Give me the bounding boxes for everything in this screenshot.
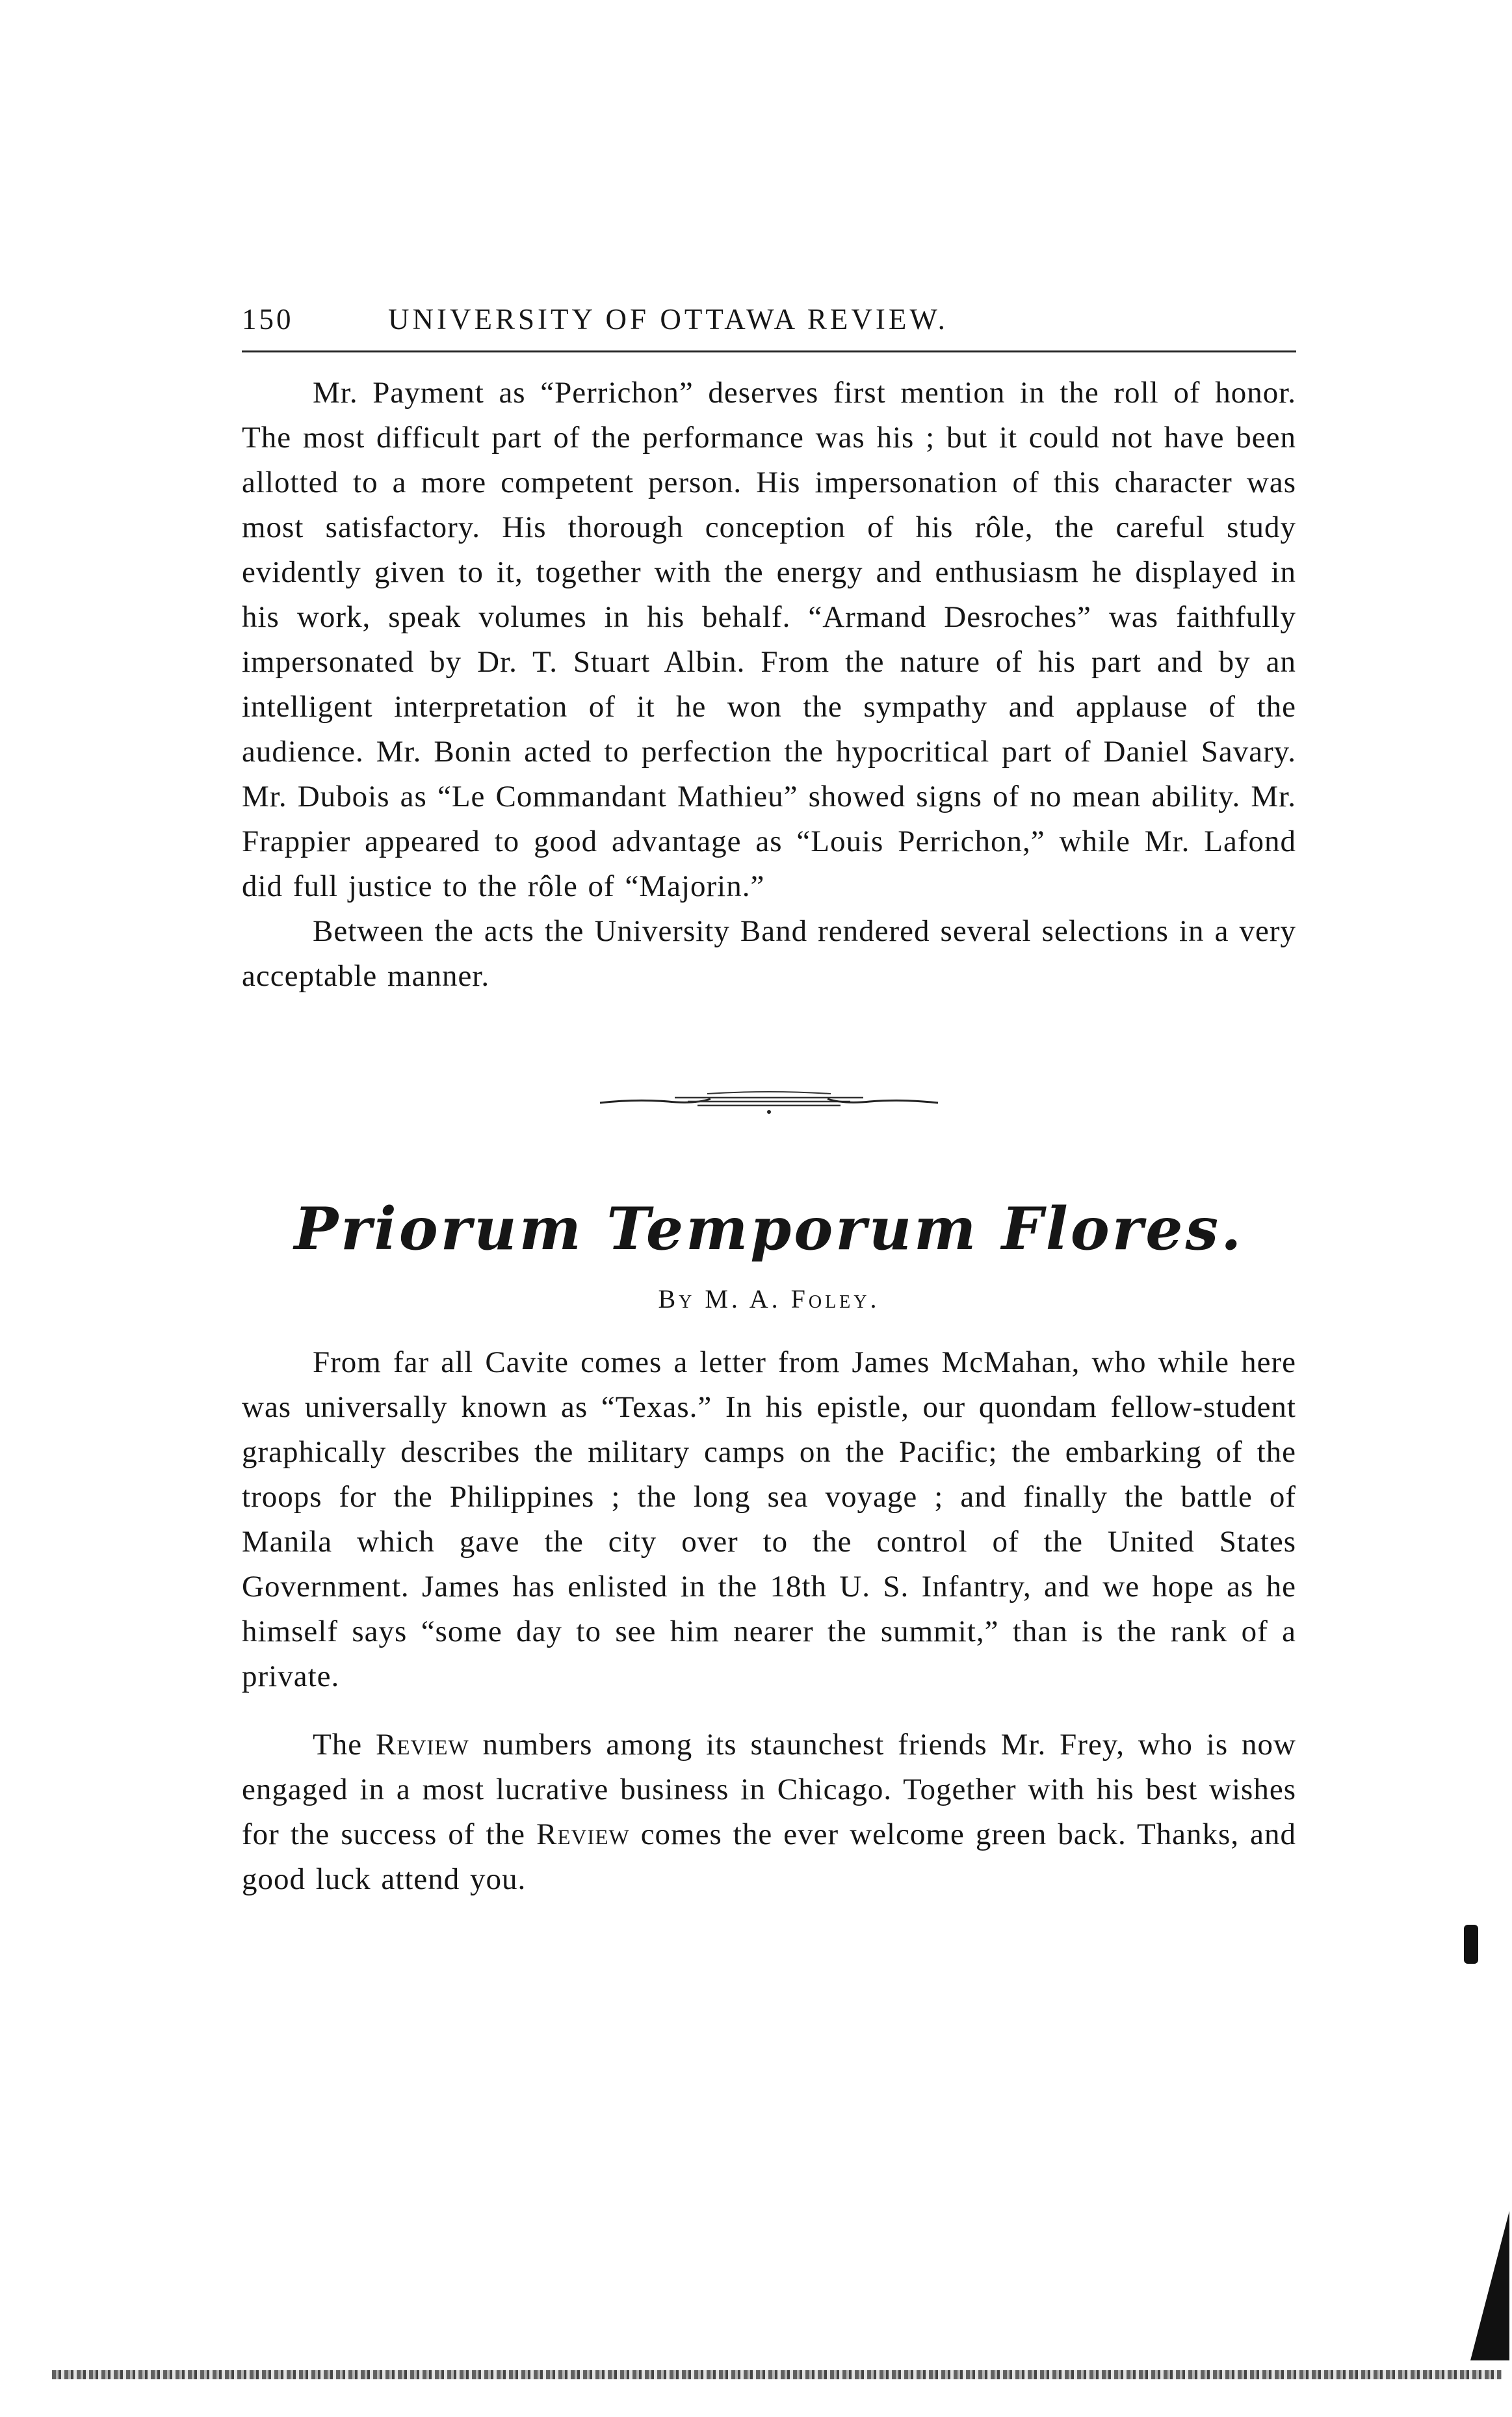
review-name-2: Review xyxy=(536,1817,630,1851)
scan-bottom-noise xyxy=(52,2370,1502,2379)
scan-corner-shadow xyxy=(1470,2211,1509,2360)
article-paragraph-frey xyxy=(242,1723,1296,1902)
header-rule xyxy=(242,350,1296,352)
review-name-1: Review xyxy=(376,1728,469,1762)
frey-text-part-2: numbers among its staunchest friends Mr. Frey, who is now engaged in a most lucrative business in Chicago. Together with his best wishes for the success of the xyxy=(242,1728,1296,1851)
frey-text-part-1: The xyxy=(313,1728,376,1762)
play-review-section xyxy=(242,371,1296,999)
section-divider-ornament xyxy=(597,1079,941,1118)
running-head xyxy=(242,296,1296,348)
band-paragraph: Between the acts the University Band rendered several selections in a very acceptable manner. xyxy=(242,914,1296,993)
scan-edge-mark xyxy=(1464,1925,1478,1964)
article-body xyxy=(242,1340,1296,1902)
page-content xyxy=(242,296,1296,1902)
article-paragraph-mcmahan: From far all Cavite comes a letter from James McMahan, who while here was universally known as “Texas.” In his epistle, our quondam fellow-student graphically describes the military camps on the Pacific; the embarking of the troops for the Philippines ; the long sea voyage ; and finally the battle of Manila which gave the city over to the control of the United States Government. James has enlisted in the 18th U. S. Infantry, and we hope as he himself says “some day to see him nearer the summit,” than is the rank of a private. xyxy=(242,1345,1296,1693)
frey-text-part-3: comes the ever welcome green back. Thanks, and good luck attend you. xyxy=(242,1817,1296,1896)
article-title: Priorum Temporum Flores. xyxy=(294,1195,1244,1263)
journal-title: UNIVERSITY OF OTTAWA REVIEW. xyxy=(388,303,948,336)
play-review-paragraph: Mr. Payment as “Perrichon” deserves first mention in the roll of honor. The most difficult part of the performance was his ; but it could not have been allotted to a more competent person. His impersonation of this character was most satisfactory. His thorough conception of his rôle, the careful study evidently given to it, together with the energy and enthusiasm he displayed in his work, speak volumes in his behalf. “Armand Desroches” was faithfully impersonated by Dr. T. Stuart Albin. From the nature of his part and by an intelligent interpretation of it he won the sympathy and applause of the audience. Mr. Bonin acted to perfection the hypocritical part of Daniel Savary. Mr. Dubois as “Le Commandant Mathieu” showed signs of no mean ability. Mr. Frappier appeared to good advantage as “Louis Perrichon,” while Mr. Lafond did full justice to the rôle of “Majorin.” xyxy=(242,376,1296,903)
article-byline: By M. A. Foley. xyxy=(658,1284,880,1314)
page-number: 150 xyxy=(242,303,294,336)
